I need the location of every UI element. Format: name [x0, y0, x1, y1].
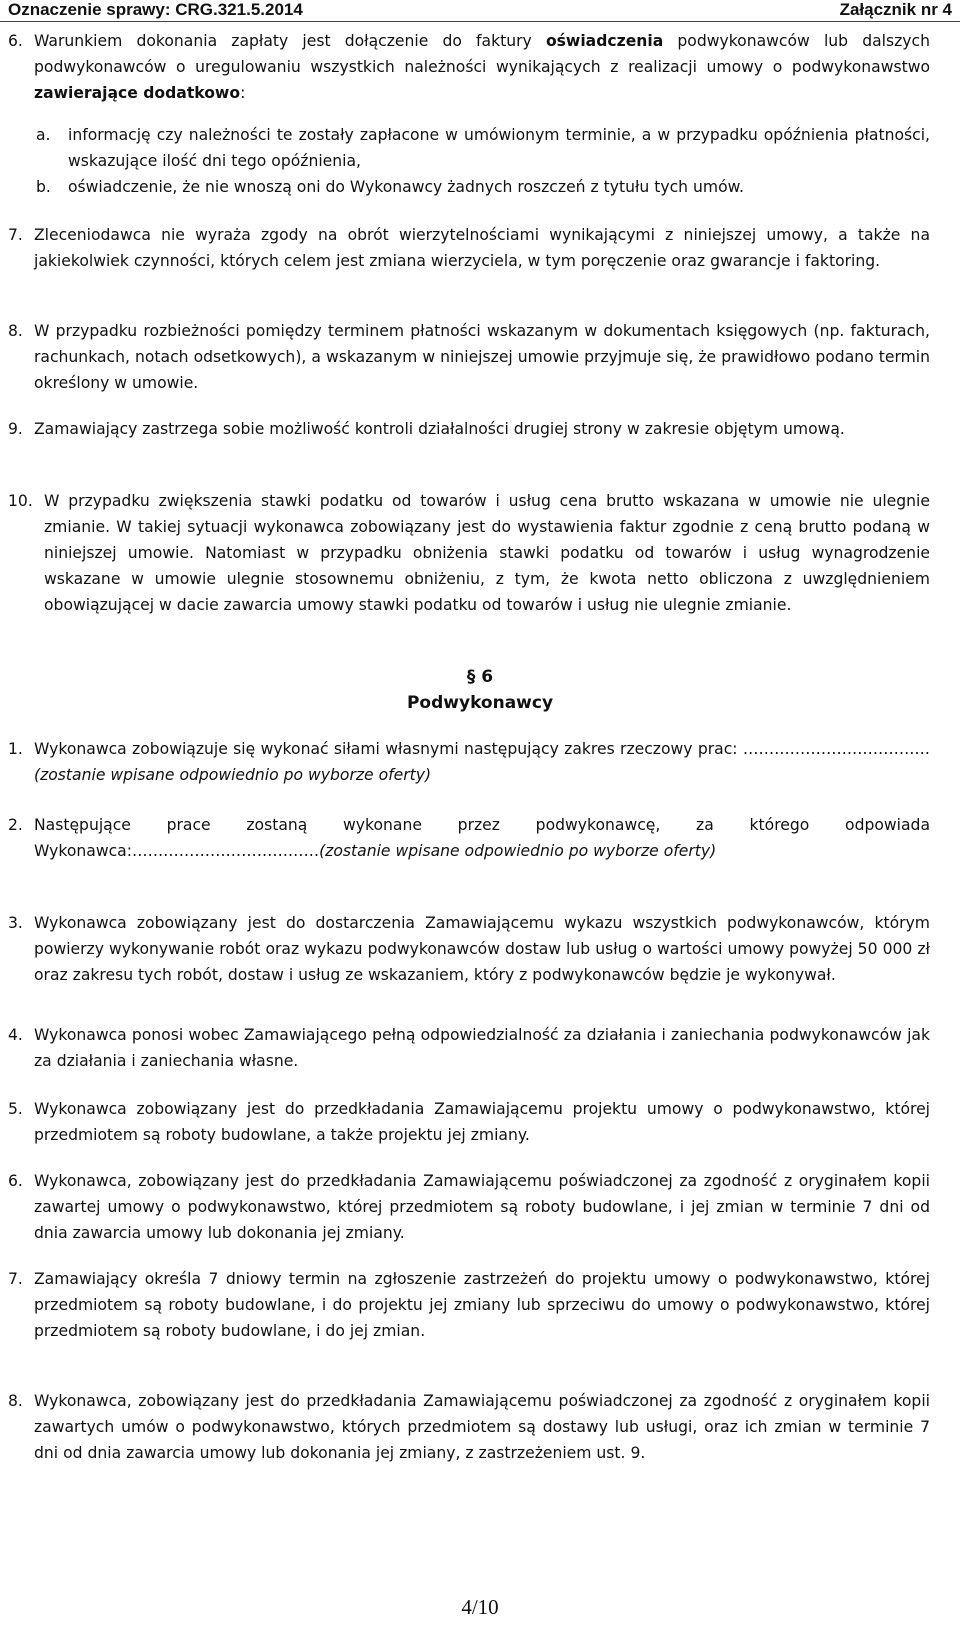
item-number: 2.	[8, 816, 23, 834]
item-text: oświadczenie, że nie wnoszą oni do Wykonawcy żadnych roszczeń z tytułu tych umów.	[68, 178, 744, 196]
paragraph-number: 7.	[8, 226, 23, 244]
page-header	[0, 0, 960, 22]
section-item-2	[0, 812, 960, 864]
item-text: informację czy należności te zostały zapłacone w umówionym terminie, a w przypadku opóźnienia płatności, wskazujące ilość dni tego opóźnienia,	[68, 126, 930, 170]
item-number: 5.	[8, 1100, 23, 1118]
section-item-8	[0, 1388, 960, 1466]
paragraph-6-item-a	[0, 122, 960, 174]
item-text: Zamawiający określa 7 dniowy termin na zgłoszenie zastrzeżeń do projektu umowy o podwykonawstwo, której przedmiotem są roboty budowlane, i do projektu jej zmiany lub sprzeciwu do umowy o podwykonawstwo, której przedmiotem są roboty budowlane, i do jej zmian.	[34, 1270, 930, 1340]
item-number: 7.	[8, 1270, 23, 1288]
item-number: 8.	[8, 1392, 23, 1410]
fill-dots: ………………………………	[742, 740, 930, 758]
item-text: Wykonawca, zobowiązany jest do przedkładania Zamawiającemu poświadczonej za zgodność z oryginałem kopii zawartych umów o podwykonawstwo, których przedmiotem są dostawy lub usługi, oraz ich zmian w terminie 7 dni od dnia zawarcia umowy lub dokonania jej zmiany, z zastrzeżeniem ust. 9.	[34, 1392, 930, 1462]
section-title: Podwykonawcy	[406, 693, 554, 713]
item-text: Wykonawca zobowiązuje się wykonać siłami własnymi następujący zakres rzeczowy prac:	[34, 740, 743, 758]
paragraph-number: 8.	[8, 322, 23, 340]
paragraph-6-item-b	[0, 174, 960, 200]
paragraph-text: Warunkiem dokonania zapłaty jest dołączenie do faktury	[34, 32, 546, 50]
paragraph-number: 6.	[8, 32, 23, 50]
section-item-4	[0, 1022, 960, 1074]
paragraph-text: Zamawiający zastrzega sobie możliwość kontroli działalności drugiej strony w zakresie objętym umową.	[34, 420, 845, 438]
item-number: 4.	[8, 1026, 23, 1044]
item-text: Następujące prace zostaną wykonane przez podwykonawcę, za którego odpowiada Wykonawca:	[34, 816, 930, 860]
item-letter: a.	[36, 126, 51, 144]
paragraph-text: Zleceniodawca nie wyraża zgody na obrót wierzytelnościami wynikającymi z niniejszej umowy, a także na jakiekolwiek czynności, których celem jest zmiana wierzyciela, w tym poręczenie oraz gwarancje i faktoring.	[34, 226, 930, 270]
paragraph-9	[0, 416, 960, 442]
paragraph-number: 9.	[8, 420, 23, 438]
paragraph-text: W przypadku rozbieżności pomiędzy terminem płatności wskazanym w dokumentach księgowych (np. fakturach, rachunkach, notach odsetkowych), a wskazanym w niniejszej umowie przyjmuje się, że prawidłowo podano termin określony w umowie.	[34, 322, 930, 392]
item-number: 3.	[8, 914, 23, 932]
section-item-3	[0, 910, 960, 988]
paragraph-text: podwykonawców lub dalszych podwykonawców o uregulowaniu wszystkich należności wynikających z realizacji umowy o podwykonawstwo	[34, 32, 930, 76]
case-number: Oznaczenie sprawy: CRG.321.5.2014	[8, 0, 303, 19]
item-letter: b.	[36, 178, 51, 196]
item-italic-note: (zostanie wpisane odpowiednio po wyborze oferty)	[34, 766, 432, 784]
section-symbol: § 6	[466, 667, 494, 687]
section-item-6	[0, 1168, 960, 1246]
section-item-7	[0, 1266, 960, 1344]
paragraph-7	[0, 222, 960, 274]
item-text: Wykonawca zobowiązany jest do dostarczenia Zamawiającemu wykazu wszystkich podwykonawców, którym powierzy wykonywanie robót oraz wykazu podwykonawców dostaw lub usług o wartości umowy powyżej 50 000 zł oraz zakresu tych robót, dostaw i usług ze wskazaniem, który z podwykonawców będzie je wykonywał.	[34, 914, 930, 984]
item-text: Wykonawca ponosi wobec Zamawiającego pełną odpowiedzialność za działania i zaniechania podwykonawców jak za działania i zaniechania własne.	[34, 1026, 930, 1070]
fill-dots: ………………………………	[131, 842, 320, 860]
paragraph-10	[0, 488, 960, 618]
page-number: 4/10	[461, 1595, 499, 1619]
paragraph-text: :	[240, 84, 246, 102]
paragraph-bold-text: zawierające dodatkowo	[34, 84, 241, 102]
section-item-5	[0, 1096, 960, 1148]
item-text: Wykonawca zobowiązany jest do przedkładania Zamawiającemu projektu umowy o podwykonawstwo, której przedmiotem są roboty budowlane, a także projektu jej zmiany.	[34, 1100, 930, 1144]
item-number: 6.	[8, 1172, 23, 1190]
item-number: 1.	[8, 740, 23, 758]
paragraph-text: W przypadku zwiększenia stawki podatku od towarów i usług cena brutto wskazana w umowie nie ulegnie zmianie. W takiej sytuacji wykonawca zobowiązany jest do wystawienia faktur zgodnie z ceną brutto podaną w niniejszej umowie. Natomiast w przypadku obniżenia stawki podatku od towarów i usług wynagrodzenie wskazane w umowie ulegnie stosownemu obniżeniu, z tym, że kwota netto obliczona z uwzględnieniem obowiązującej w dacie zawarcia umowy stawki podatku od towarów i usług nie ulegnie zmianie.	[44, 492, 930, 614]
paragraph-8	[0, 318, 960, 396]
item-italic-note: (zostanie wpisane odpowiednio po wyborze oferty)	[319, 842, 717, 860]
paragraph-bold-text: oświadczenia	[545, 32, 664, 50]
attachment-label: Załącznik nr 4	[839, 0, 952, 19]
paragraph-6	[0, 28, 960, 106]
section-item-1	[0, 736, 960, 788]
item-text: Wykonawca, zobowiązany jest do przedkładania Zamawiającemu poświadczonej za zgodność z oryginałem kopii zawartej umowy o podwykonawstwo, której przedmiotem są roboty budowlane, i jej zmian w terminie 7 dni od dnia zawarcia umowy lub dokonania jej zmiany.	[34, 1172, 930, 1242]
paragraph-number: 10.	[8, 492, 33, 510]
